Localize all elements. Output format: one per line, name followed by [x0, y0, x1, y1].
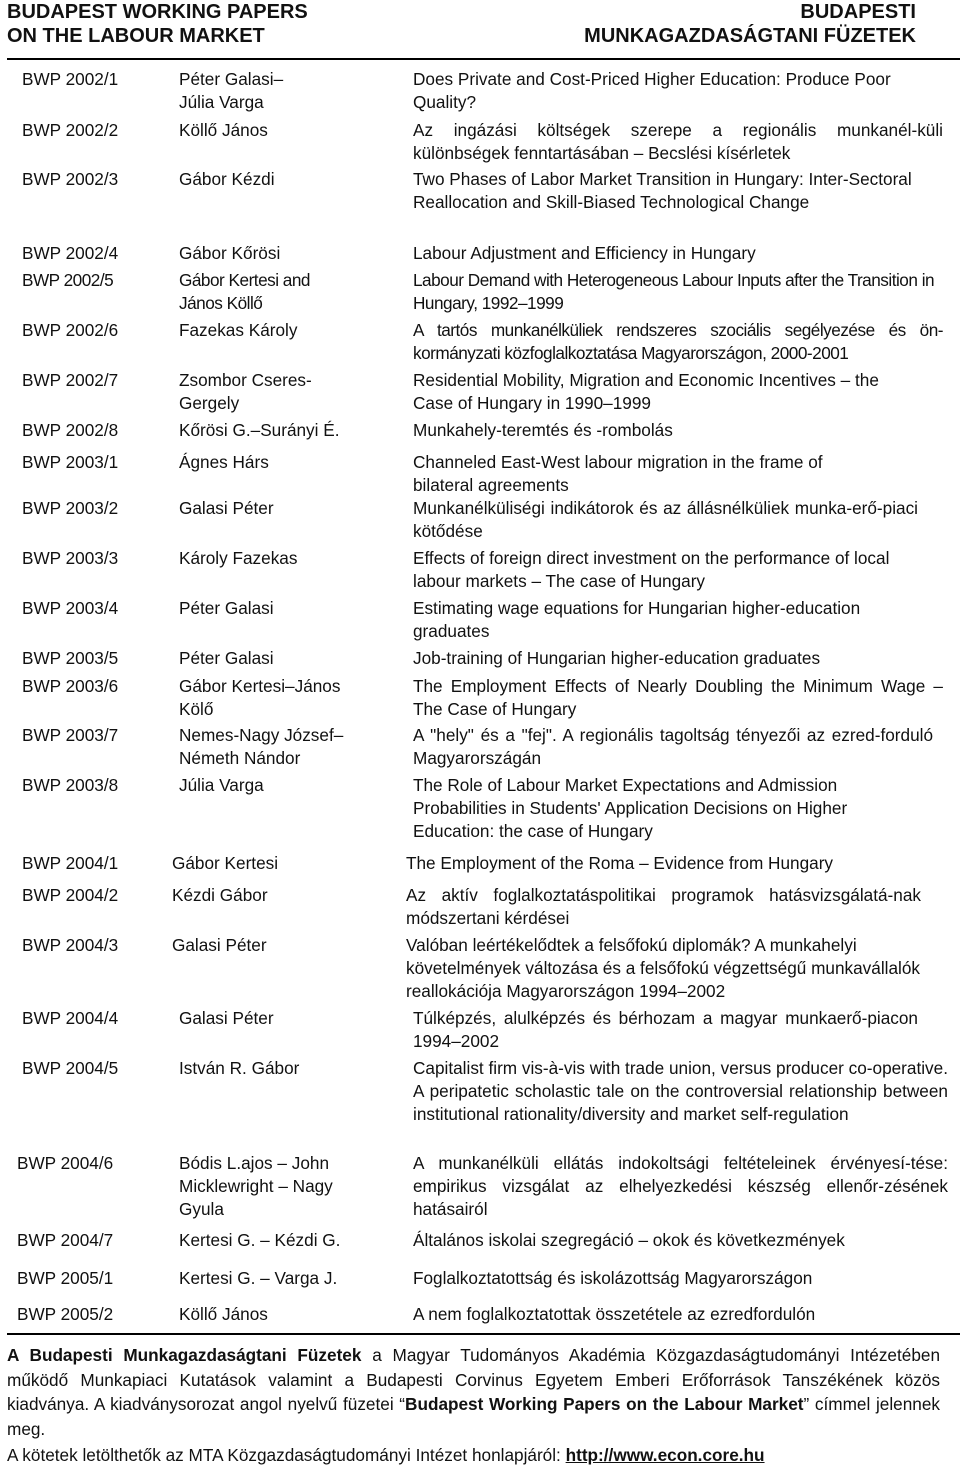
paper-author: Bódis L.ajos – John Micklewright – Nagy Gyula	[179, 1153, 333, 1219]
paper-code: BWP 2002/2	[22, 120, 119, 140]
paper-code: BWP 2003/1	[22, 452, 119, 472]
footer-divider	[7, 1333, 960, 1335]
paper-title: Az aktív foglalkoztatáspolitikai programok hatásvizsgálatá-nak módszertani kérdései	[406, 885, 921, 928]
paper-code: BWP 2004/5	[22, 1058, 119, 1078]
paper-code: BWP 2002/3	[22, 169, 119, 189]
footer-note	[7, 1343, 940, 1468]
footer-download-text: A kötetek letölthetők az MTA Közgazdaságtudományi Intézet honlapjáról:	[7, 1445, 566, 1465]
paper-title: Channeled East-West labour migration in the frame of bilateral agreements	[413, 452, 823, 495]
paper-code: BWP 2002/8	[22, 420, 119, 440]
paper-title: Capitalist firm vis-à-vis with trade union, versus producer co-operative. A peripatetic scholastic tale on the controversial relationship between institutional rationality/diversity and market self-regulation	[413, 1058, 948, 1124]
footer-publisher-end: ” címmel jelennek meg.	[7, 1394, 940, 1439]
paper-code: BWP 2003/4	[22, 598, 119, 618]
paper-author: Gábor Kertesi–János Kölő	[179, 676, 341, 719]
paper-title: Munkanélküliségi indikátorok és az állásnélküliek munka-erő-piaci kötődése	[413, 498, 918, 541]
footer-series-name: A Budapesti Munkagazdaságtani Füzetek	[7, 1345, 362, 1365]
paper-author: Péter Galasi	[179, 598, 274, 618]
paper-title: Az ingázási költségek szerepe a regionális munkanél-küli különbségek fenntartásában – Becslési kísérletek	[413, 120, 943, 163]
paper-title: Labour Demand with Heterogeneous Labour Inputs after the Transition in Hungary, 1992–1999	[413, 270, 935, 313]
paper-title: The Employment Effects of Nearly Doubling the Minimum Wage – The Case of Hungary	[413, 676, 943, 719]
series-title-english	[7, 0, 308, 48]
paper-author: Gábor Kertesi and János Köllő	[179, 270, 310, 313]
series-title-hungarian	[584, 0, 916, 48]
paper-title: Túlképzés, alulképzés és bérhozam a magyar munkaerő-piacon 1994–2002	[413, 1008, 918, 1051]
paper-author: Gábor Kertesi	[172, 853, 279, 873]
header-divider	[7, 58, 960, 60]
paper-title: The Role of Labour Market Expectations and Admission Probabilities in Students' Application Decisions on Higher Education: the case of Hungary	[413, 775, 848, 841]
paper-code: BWP 2002/6	[22, 320, 119, 340]
paper-author: Zsombor Cseres-Gergely	[179, 370, 312, 413]
series-title-english-line2: ON THE LABOUR MARKET	[7, 25, 265, 47]
series-title-english-line1: BUDAPEST WORKING PAPERS	[7, 1, 308, 23]
series-title-hungarian-line2: MUNKAGAZDASÁGTANI FÜZETEK	[584, 25, 916, 47]
paper-code: BWP 2004/6	[17, 1153, 114, 1173]
paper-author: Nemes-Nagy József– Németh Nándor	[179, 725, 344, 768]
paper-author: Galasi Péter	[179, 498, 274, 518]
paper-author: Kertesi G. – Kézdi G.	[179, 1230, 341, 1250]
paper-code: BWP 2003/2	[22, 498, 119, 518]
paper-code: BWP 2003/7	[22, 725, 119, 745]
paper-code: BWP 2004/2	[22, 885, 119, 905]
paper-code: BWP 2004/7	[17, 1230, 114, 1250]
paper-author: Fazekas Károly	[179, 320, 298, 340]
paper-author: Gábor Kőrösi	[179, 243, 281, 263]
paper-author: Júlia Varga	[179, 775, 264, 795]
paper-code: BWP 2003/6	[22, 676, 119, 696]
paper-author: Köllő János	[179, 120, 268, 140]
paper-title: Labour Adjustment and Efficiency in Hungary	[413, 243, 756, 263]
footer-website-link[interactable]: http://www.econ.core.hu	[565, 1445, 765, 1465]
paper-title: Estimating wage equations for Hungarian higher-education graduates	[413, 598, 861, 641]
paper-author: Kézdi Gábor	[172, 885, 268, 905]
paper-code: BWP 2004/3	[22, 935, 119, 955]
paper-title: Foglalkoztatottság és iskolázottság Magyarországon	[413, 1268, 813, 1288]
paper-code: BWP 2003/8	[22, 775, 119, 795]
paper-author: Galasi Péter	[172, 935, 267, 955]
paper-title: Job-training of Hungarian higher-education graduates	[413, 648, 821, 668]
paper-author: Gábor Kézdi	[179, 169, 275, 189]
paper-code: BWP 2002/1	[22, 69, 119, 89]
paper-author: Ágnes Hárs	[179, 452, 269, 472]
paper-code: BWP 2003/3	[22, 548, 119, 568]
footer-paragraph-2	[7, 1443, 940, 1468]
paper-title: Általános iskolai szegregáció – okok és következmények	[413, 1230, 845, 1250]
paper-title: A "hely" és a "fej". A regionális tagoltság tényezői az ezred-forduló Magyarországán	[413, 725, 933, 768]
paper-author: Péter Galasi	[179, 648, 274, 668]
paper-author: Kertesi G. – Varga J.	[179, 1268, 338, 1288]
paper-code: BWP 2002/7	[22, 370, 119, 390]
paper-title: The Employment of the Roma – Evidence from Hungary	[406, 853, 834, 873]
paper-code: BWP 2005/2	[17, 1304, 114, 1324]
paper-title: Two Phases of Labor Market Transition in Hungary: Inter-Sectoral Reallocation and Skill-Biased Technological Change	[413, 169, 912, 212]
paper-code: BWP 2002/4	[22, 243, 119, 263]
paper-title: Does Private and Cost-Priced Higher Education: Produce Poor Quality?	[413, 69, 891, 112]
paper-author: Köllő János	[179, 1304, 268, 1324]
paper-code: BWP 2004/1	[22, 853, 119, 873]
paper-author: Kőrösi G.–Surányi É.	[179, 420, 340, 440]
paper-author: Károly Fazekas	[179, 548, 298, 568]
page-header	[0, 0, 960, 62]
paper-author: István R. Gábor	[179, 1058, 300, 1078]
series-title-hungarian-line1: BUDAPESTI	[800, 1, 916, 23]
paper-title: Effects of foreign direct investment on the performance of local labour markets – The case of Hungary	[413, 548, 890, 591]
paper-title: A munkanélküli ellátás indokoltsági feltételeinek érvényesí-tése: empirikus vizsgálat az elhelyezkedési készség ellenőr-zésének hatásairól	[413, 1153, 948, 1219]
paper-code: BWP 2003/5	[22, 648, 119, 668]
paper-title: Valóban leértékelődtek a felsőfokú diplomák? A munkahelyi követelmények változása és a felsőfokú végzettségű munkavállalók reallokációja Magyarországon 1994–2002	[406, 935, 920, 1001]
paper-code: BWP 2002/5	[22, 270, 114, 290]
paper-title: A nem foglalkoztatottak összetétele az ezredfordulón	[413, 1304, 816, 1324]
paper-code: BWP 2005/1	[17, 1268, 114, 1288]
footer-paragraph-1	[7, 1343, 940, 1441]
paper-title: A tartós munkanélküliek rendszeres szociális segélyezése és ön-kormányzati közfoglalkoztatása Magyarországon, 2000-2001	[413, 320, 943, 363]
footer-english-series-name: Budapest Working Papers on the Labour Market	[405, 1394, 804, 1414]
paper-author: Galasi Péter	[179, 1008, 274, 1028]
paper-title: Residential Mobility, Migration and Economic Incentives – the Case of Hungary in 1990–1999	[413, 370, 879, 413]
footer-publisher-text: a Magyar Tudományos Akadémia Közgazdaságtudományi Intézetében működő Munkapiaci Kutatások valamint a Budapesti Corvinus Egyetem Emberi Erőforrások Tanszékének közös kiadványa. A kiadványsorozat angol nyelvű füzetei “	[7, 1345, 940, 1414]
paper-code: BWP 2004/4	[22, 1008, 119, 1028]
paper-title: Munkahely-teremtés és -rombolás	[413, 420, 673, 440]
paper-author: Péter Galasi– Júlia Varga	[179, 69, 284, 112]
